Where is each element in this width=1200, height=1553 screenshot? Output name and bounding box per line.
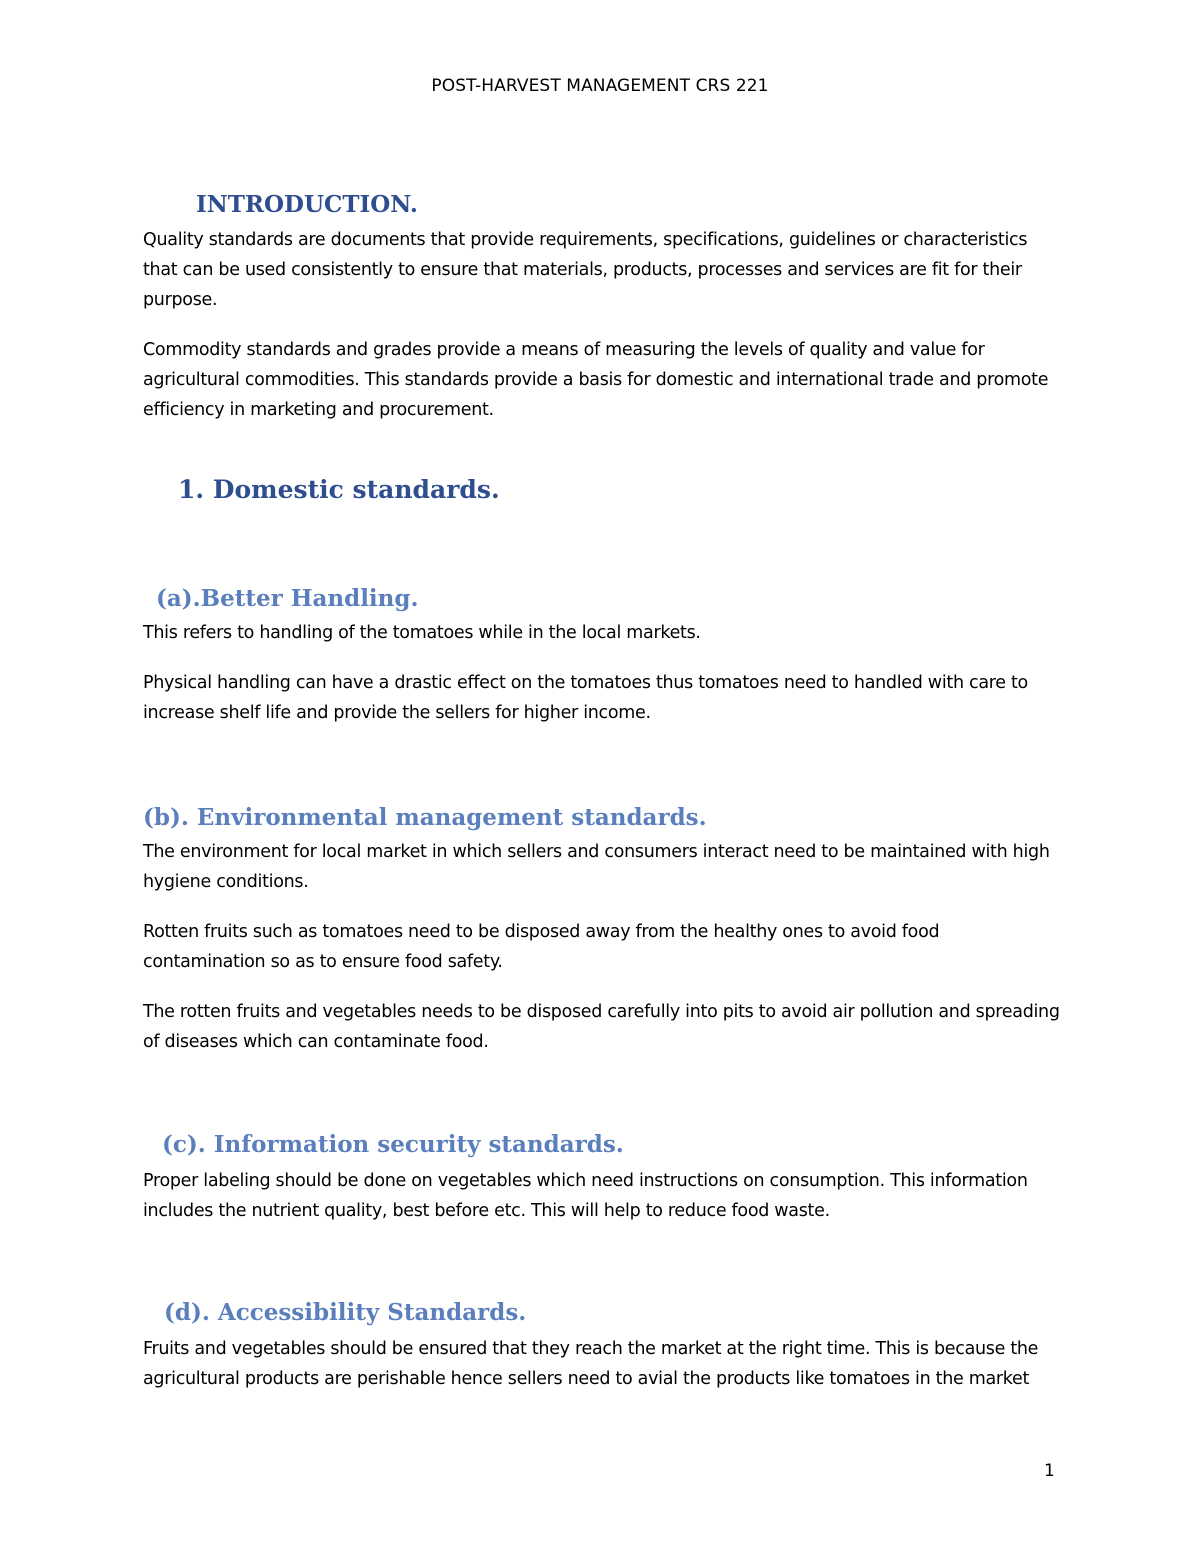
intro-paragraph-2: Commodity standards and grades provide a means of measuring the levels of quality and value for agricultural commodities. This standards provide a basis for domestic and international trade and promote efficiency in marketing and procurement. <box>143 340 1049 420</box>
environmental-paragraph-1: The environment for local market in which sellers and consumers interact need to be maintained with high hygiene conditions. <box>143 842 1050 892</box>
page-number: 1 <box>1044 1461 1055 1481</box>
domestic-standards-heading: 1. Domestic standards. <box>178 475 500 504</box>
environmental-paragraph-2: Rotten fruits such as tomatoes need to be disposed away from the healthy ones to avoid food contamination so as to ensure food safety. <box>143 922 940 972</box>
introduction-heading: INTRODUCTION. <box>196 191 418 218</box>
information-security-heading: (c). Information security standards. <box>162 1131 624 1158</box>
environmental-management-heading: (b). Environmental management standards. <box>143 804 707 831</box>
information-security-paragraph-1: Proper labeling should be done on vegetables which need instructions on consumption. This information includes the nutrient quality, best before etc. This will help to reduce food waste. <box>143 1171 1028 1221</box>
accessibility-paragraph-1: Fruits and vegetables should be ensured that they reach the market at the right time. This is because the agricultural products are perishable hence sellers need to avial the products like tomatoes in the market <box>143 1339 1039 1389</box>
better-handling-paragraph-2: Physical handling can have a drastic effect on the tomatoes thus tomatoes need to handled with care to increase shelf life and provide the sellers for higher income. <box>143 673 1028 723</box>
intro-paragraph-1: Quality standards are documents that provide requirements, specifications, guidelines or characteristics that can be used consistently to ensure that materials, products, processes and services are fit for their purpose. <box>143 230 1028 310</box>
running-header: POST-HARVEST MANAGEMENT CRS 221 <box>431 76 769 96</box>
better-handling-paragraph-1: This refers to handling of the tomatoes while in the local markets. <box>143 623 701 643</box>
environmental-paragraph-3: The rotten fruits and vegetables needs to be disposed carefully into pits to avoid air pollution and spreading of diseases which can contaminate food. <box>143 1002 1060 1052</box>
better-handling-heading: (a).Better Handling. <box>156 585 419 612</box>
accessibility-heading: (d). Accessibility Standards. <box>164 1299 527 1326</box>
